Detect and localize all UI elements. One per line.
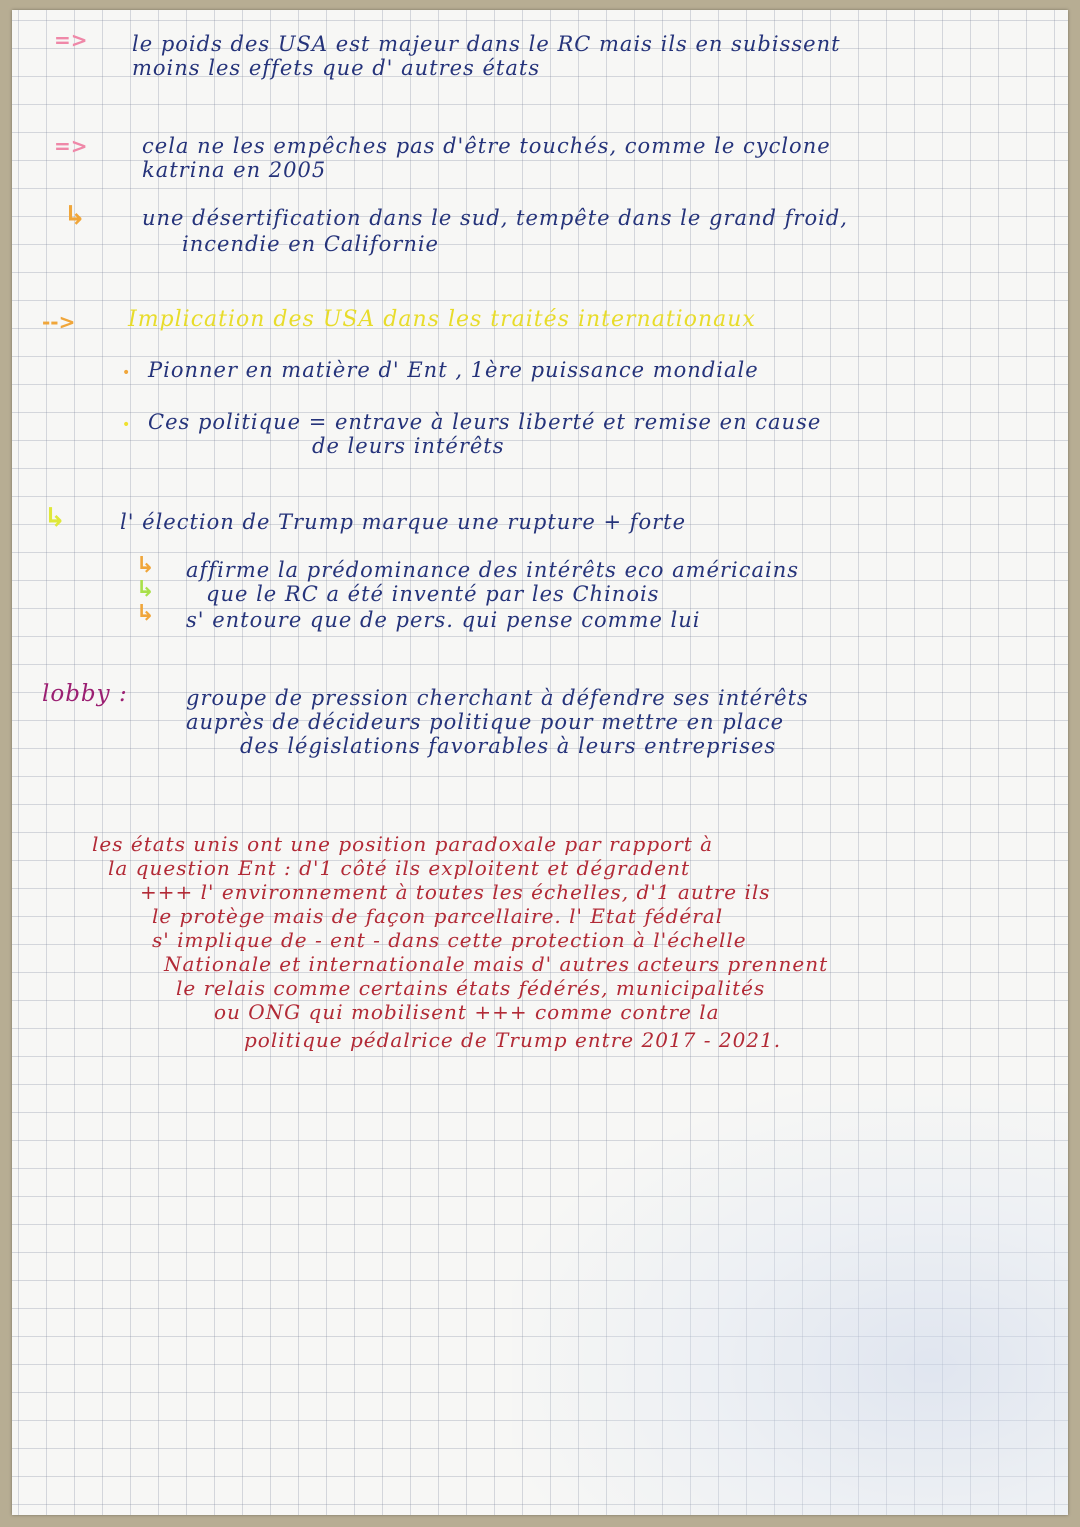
bullet-icon: •: [122, 365, 131, 381]
notebook-page: [12, 10, 1068, 1515]
bullet-icon: •: [122, 417, 131, 433]
hook-arrow-icon: ↳: [136, 577, 155, 602]
conclusion-line: ou ONG qui mobilisent +++ comme contre la: [214, 1000, 720, 1024]
desertification-line-2: incendie en Californie: [182, 232, 439, 256]
desertification-line-1: une désertification dans le sud, tempête dans le grand froid,: [142, 206, 848, 230]
heading-implication: Implication des USA dans les traités internationaux: [128, 307, 756, 332]
conclusion-line: le protège mais de façon parcellaire. l' Etat fédéral: [152, 904, 724, 928]
bullet-pionner: Pionner en matière d' Ent , 1ère puissance mondiale: [148, 358, 759, 382]
hook-arrow-icon: ↳: [136, 553, 155, 578]
trump-sub-2: que le RC a été inventé par les Chinois: [206, 582, 660, 606]
bullet-politique: Ces politique = entrave à leurs liberté et remise en cause: [148, 410, 822, 434]
lobby-term: lobby :: [42, 681, 128, 707]
trump-rupture: l' élection de Trump marque une rupture + forte: [120, 510, 687, 534]
lobby-line-2: auprès de décideurs politique pour mettre en place: [186, 710, 785, 734]
photo-glare: [512, 1090, 1068, 1515]
conclusion-line: la question Ent : d'1 côté ils exploitent et dégradent: [108, 856, 691, 880]
lobby-line-1: groupe de pression cherchant à défendre ses intérêts: [186, 686, 809, 710]
usa-weight-line-2: moins les effets que d' autres états: [132, 56, 541, 80]
long-arrow-icon: -->: [42, 310, 76, 334]
conclusion-line: Nationale et internationale mais d' autres acteurs prennent: [164, 952, 829, 976]
conclusion-line: les états unis ont une position paradoxale par rapport à: [92, 832, 714, 856]
trump-sub-1: affirme la prédominance des intérêts eco américains: [186, 558, 800, 582]
conclusion-line: s' implique de - ent - dans cette protection à l'échelle: [152, 928, 747, 952]
katrina-line-1: cela ne les empêches pas d'être touchés, comme le cyclone: [142, 134, 831, 158]
hook-arrow-icon: ↳: [136, 601, 155, 626]
usa-weight-line-1: le poids des USA est majeur dans le RC mais ils en subissent: [132, 32, 841, 56]
trump-sub-3: s' entoure que de pers. qui pense comme lui: [186, 608, 701, 632]
bullet-politique-continuation: de leurs intérêts: [312, 434, 505, 458]
conclusion-line: +++ l' environnement à toutes les échelles, d'1 autre ils: [140, 880, 771, 904]
conclusion-line: le relais comme certains états fédérés, municipalités: [176, 976, 766, 1000]
hook-arrow-icon: ↳: [64, 201, 86, 231]
double-arrow-icon: =>: [54, 134, 88, 158]
hook-arrow-icon: ↳: [44, 503, 66, 533]
conclusion-line: politique pédalrice de Trump entre 2017 - 2021.: [244, 1028, 782, 1052]
double-arrow-icon: =>: [54, 28, 88, 52]
katrina-line-2: katrina en 2005: [142, 158, 327, 182]
lobby-line-3: des législations favorables à leurs entreprises: [240, 734, 777, 758]
